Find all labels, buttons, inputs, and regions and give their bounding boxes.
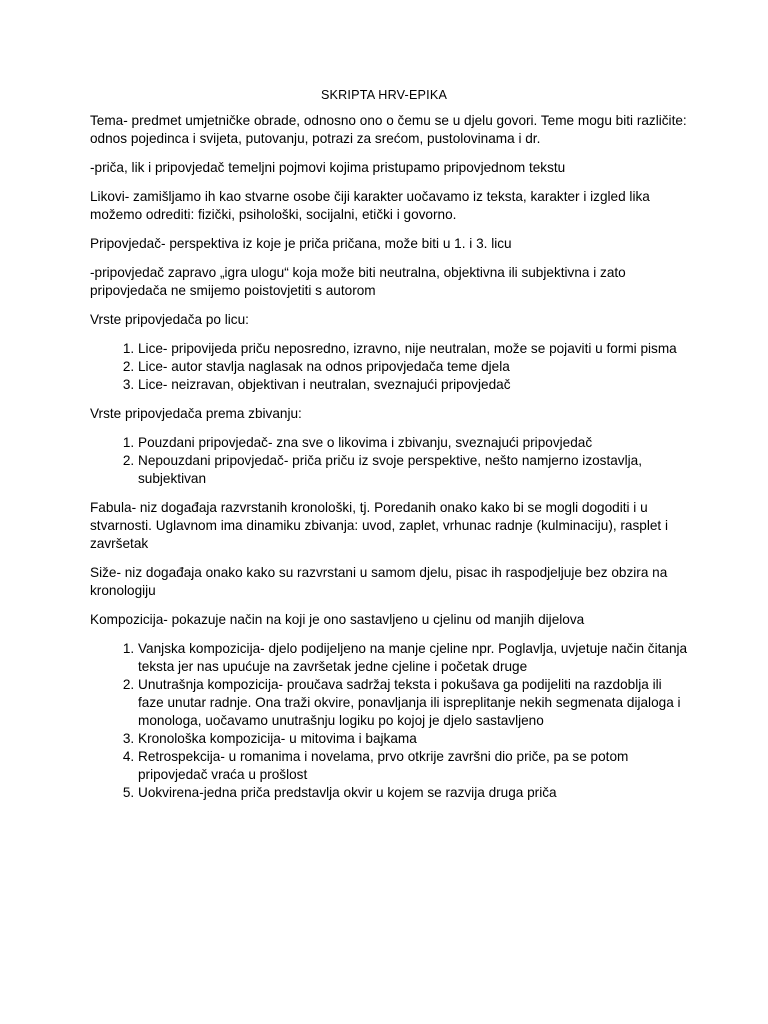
paragraph-pripovjedac: Pripovjedač- perspektiva iz koje je priča pričana, može biti u 1. i 3. licu: [90, 236, 512, 251]
heading-vrste-prema-zbivanju: Vrste pripovjedača prema zbivanju:: [90, 406, 302, 421]
paragraph-likovi: Likovi- zamišljamo ih kao stvarne osobe čiji karakter uočavamo iz teksta, karakter i izgled lika možemo odrediti: fizički, psihološki, socijalni, etički i govorno.: [90, 189, 650, 222]
heading-vrste-po-licu: Vrste pripovjedača po licu:: [90, 312, 249, 327]
list-kompozicija: [90, 640, 690, 802]
paragraph-size: Siže- niz događaja onako kako su razvrstani u samom djelu, pisac ih raspodjeljuje bez obzira na kronologiju: [90, 565, 668, 598]
list-vrste-prema-zbivanju: [90, 434, 690, 488]
list-item: 1. Vanjska kompozicija- djelo podijeljeno na manje cjeline npr. Poglavlja, uvjetuje način čitanja teksta jer nas upućuje na završetak jedne cjeline i početak druge: [138, 640, 690, 676]
paragraph-prica: -priča, lik i pripovjedač temeljni pojmovi kojima pristupamo pripovjednom tekstu: [90, 160, 566, 175]
list-item: 4. Retrospekcija- u romanima i novelama, prvo otkrije završni dio priče, pa se potom pripovjedač vraća u prošlost: [138, 748, 690, 784]
list-item: 2. Lice- autor stavlja naglasak na odnos pripovjedača teme djela: [138, 358, 690, 376]
paragraph-uloga: -pripovjedač zapravo „igra ulogu“ koja može biti neutralna, objektivna ili subjektivna i zato pripovjedača ne smijemo poistovjetiti s autorom: [90, 265, 626, 298]
paragraph-fabula: Fabula- niz događaja razvrstanih kronološki, tj. Poredanih onako kako bi se mogli dogoditi i u stvarnosti. Uglavnom ima dinamiku zbivanja: uvod, zaplet, vrhunac radnje (kulminaciju), rasplet i završetak: [90, 500, 668, 551]
document-body: [90, 112, 690, 813]
list-item: 2. Nepouzdani pripovjedač- priča priču iz svoje perspektive, nešto namjerno izostavlja, subjektivan: [138, 452, 690, 488]
paragraph-kompozicija: Kompozicija- pokazuje način na koji je ono sastavljeno u cjelinu od manjih dijelova: [90, 612, 585, 627]
list-item: 5. Uokvirena-jedna priča predstavlja okvir u kojem se razvija druga priča: [138, 784, 690, 802]
document-title: SKRIPTA HRV-EPIKA: [320, 88, 448, 102]
list-item: 1. Pouzdani pripovjedač- zna sve o likovima i zbivanju, sveznajući pripovjedač: [138, 434, 690, 452]
list-item: 1. Lice- pripovijeda priču neposredno, izravno, nije neutralan, može se pojaviti u formi pisma: [138, 340, 690, 358]
list-vrste-po-licu: [90, 340, 690, 394]
list-item: 3. Kronološka kompozicija- u mitovima i bajkama: [138, 730, 690, 748]
list-item: 2. Unutrašnja kompozicija- proučava sadržaj teksta i pokušava ga podijeliti na razdoblja ili faze unutar radnje. Ona traži okvire, ponavljanja ili ispreplitanje nekih segmenata dijaloga i monologa, uočavamo unutrašnju logiku po kojoj je djelo sastavljeno: [138, 676, 690, 730]
list-item: 3. Lice- neizravan, objektivan i neutralan, sveznajući pripovjedač: [138, 376, 690, 394]
paragraph-tema: Tema- predmet umjetničke obrade, odnosno ono o čemu se u djelu govori. Teme mogu biti različite: odnos pojedinca i svijeta, putovanju, potrazi za srećom, pustolovinama i dr.: [90, 113, 687, 146]
